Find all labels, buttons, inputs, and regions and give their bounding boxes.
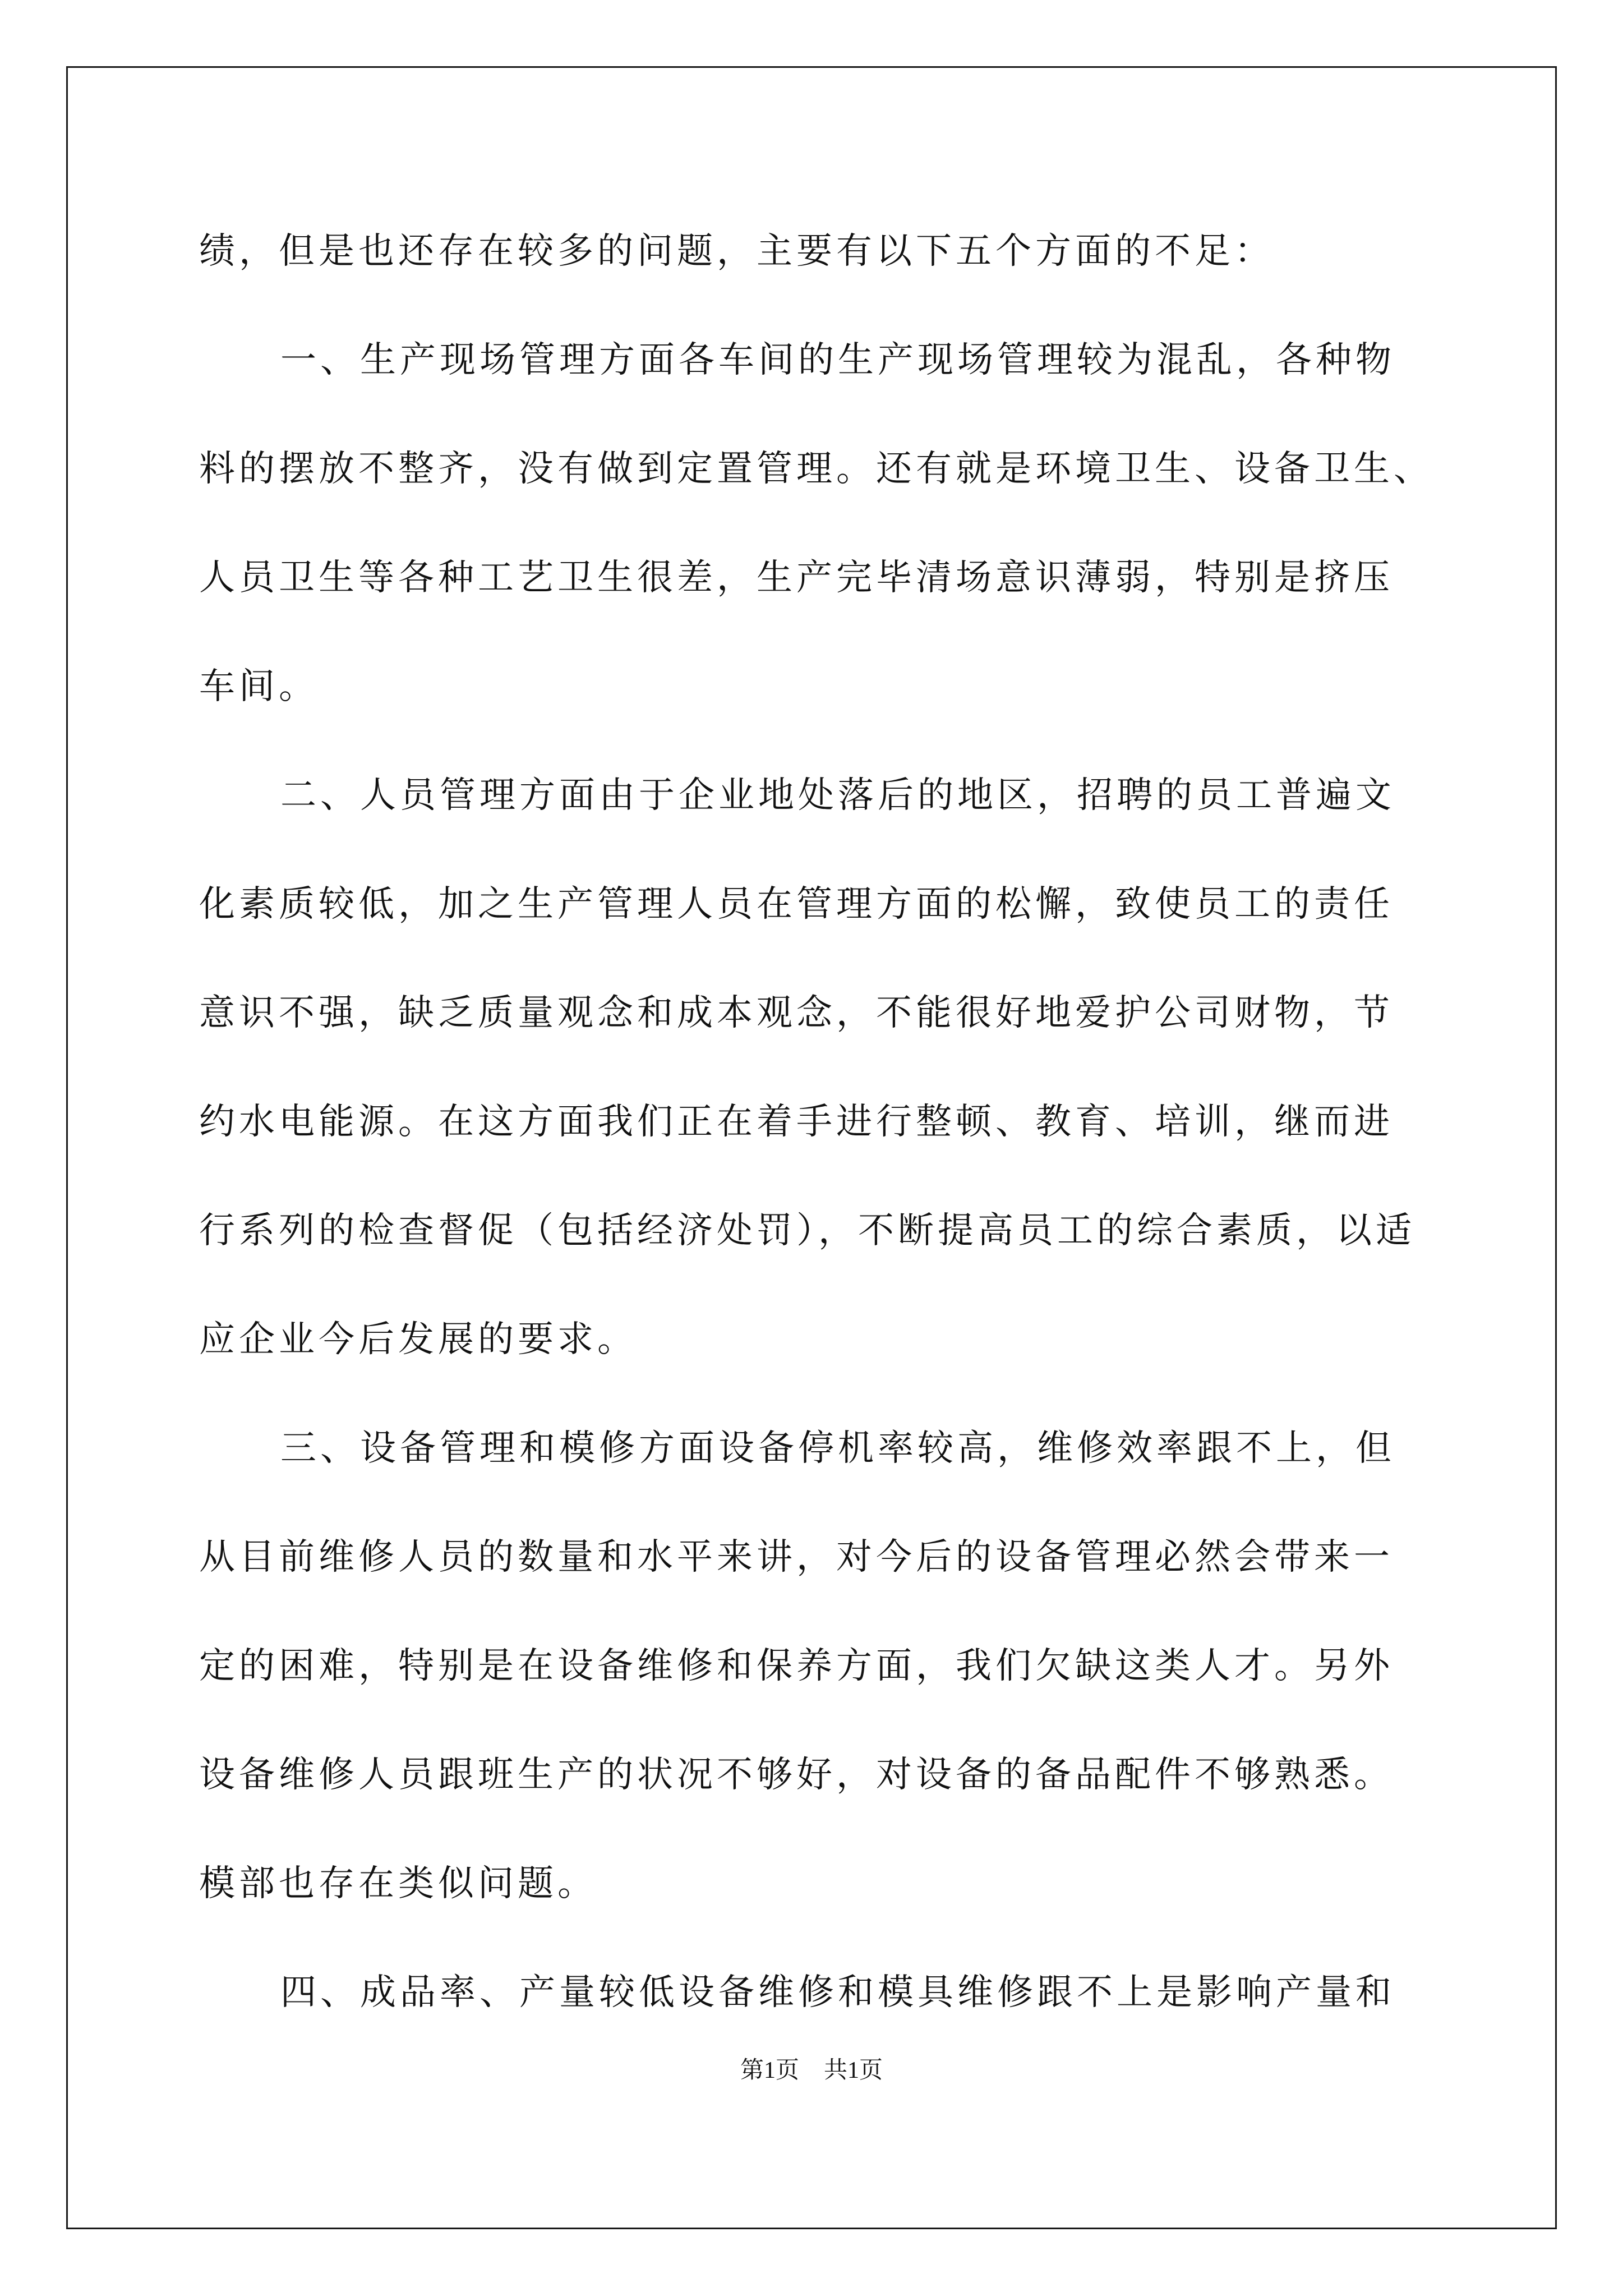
page-border [66, 66, 1557, 2229]
text-line: 行系列的检查督促（包括经济处罚），不断提高员工的综合素质，以适 [199, 1210, 1415, 1251]
paragraph-1-start: 一、生产现场管理方面各车间的生产现场管理较为混乱，各种物 [280, 339, 1395, 381]
text-line: 定的困难，特别是在设备维修和保养方面，我们欠缺这类人才。另外 [199, 1645, 1394, 1687]
paragraph-4-start: 四、成品率、产量较低设备维修和模具维修跟不上是影响产量和 [280, 1972, 1395, 2013]
text-line: 约水电能源。在这方面我们正在着手进行整顿、教育、培训，继而进 [199, 1101, 1394, 1143]
text-line: 化素质较低，加之生产管理人员在管理方面的松懈，致使员工的责任 [199, 884, 1394, 925]
text-line: 意识不强，缺乏质量观念和成本观念，不能很好地爱护公司财物，节 [199, 992, 1394, 1034]
text-line: 料的摆放不整齐，没有做到定置管理。还有就是环境卫生、设备卫生、 [199, 448, 1433, 490]
paragraph-2-start: 二、人员管理方面由于企业地处落后的地区，招聘的员工普遍文 [280, 775, 1395, 816]
text-line: 从目前维修人员的数量和水平来讲，对今后的设备管理必然会带来一 [199, 1536, 1394, 1578]
text-line: 绩，但是也还存在较多的问题，主要有以下五个方面的不足： [199, 231, 1274, 272]
text-line: 车间。 [199, 666, 319, 707]
text-line: 设备维修人员跟班生产的状况不够好，对设备的备品配件不够熟悉。 [199, 1754, 1394, 1796]
text-line: 应企业今后发展的要求。 [199, 1319, 637, 1360]
page-footer [0, 2059, 1623, 2082]
page-number: 第1页 [740, 2058, 799, 2083]
page-total: 共1页 [824, 2058, 883, 2083]
paragraph-3-start: 三、设备管理和模修方面设备停机率较高，维修效率跟不上，但 [280, 1428, 1395, 1469]
text-line: 模部也存在类似问题。 [199, 1863, 597, 1904]
text-line: 人员卫生等各种工艺卫生很差，生产完毕清场意识薄弱，特别是挤压 [199, 557, 1394, 599]
